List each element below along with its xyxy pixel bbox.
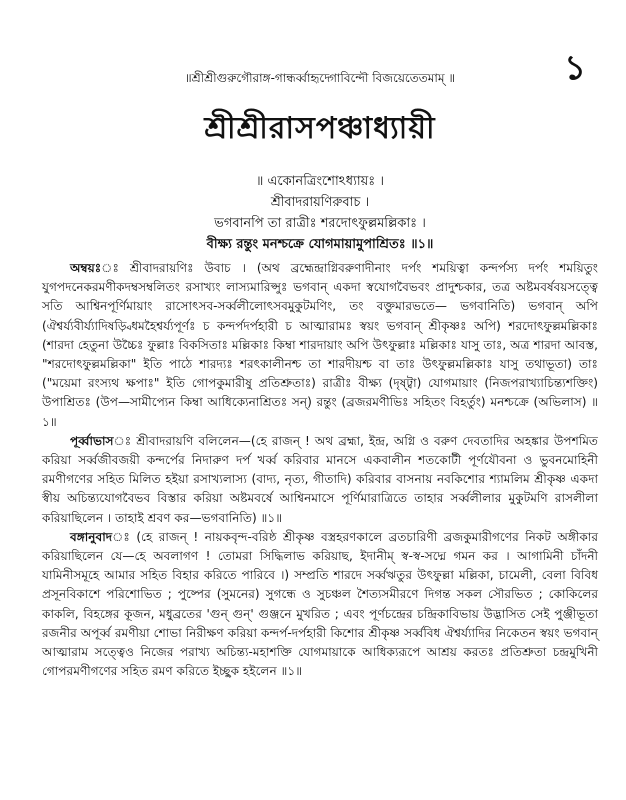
verse-chapter-line: ॥ একোনত্রিংশোঽধ্যায়ঃ । [255,174,385,189]
purvabhas-text: ঃ শ্রীবাদরায়ণি বলিলেন—(হে রাজন্ ! অথ ব্রহ্মা, ইন্দ্র, অগ্নি ও বরুণ দেবতাদির অহঙ্কার উপশমিত করিয়া সর্ব্বজীবজয়ী কন্দর্পের নিদারুণ দর্প খর্ব্ব করিবার মানসে একবালীন শতকোটী পূর্ণযৌবনা ও ভুবনমোহিনী রমণীগণের সহিত মিলিত হইয়া রসাখ্যলাস্য (বাদ্য, নৃত্য, গীতাদি) করিবার বাসনায় নবকিশোর শ্যামলিম শ্রীকৃষ্ণ একদা স্বীয় অচিন্ত্যযোগবৈভব বিস্তার করিয়া অষ্টমবর্ষে আশ্বিনমাসে পূর্ণিমারাত্রিতে তাহার সর্ব্বলীলার মুকুটমণি রাসলীলা করিয়াছিলেন । তাহাই শ্রবণ কর—ভগবানিতি) ॥১॥ [42,433,598,525]
verse-line-1: ভগবানপি তা রাত্রীঃ শরদোৎফুল্লমল্লিকাঃ । [214,216,426,231]
sanskrit-verse [42,171,598,255]
anvaya-text: ঃ শ্রীবাদরায়ণিঃ উবাচ । (অথ ব্রহ্মেন্দ্রাগ্নিবরুণাদীনাং দর্পং শময়িত্বা কন্দর্পস্য দর্পং শময়িতুং যুগপদনেকরমণীকদম্বসম্বলিতং রসাখ্যং লাস্যমারিপ্সুঃ ভগবান্ একদা স্বযোগবৈভবং প্রাদুশ্চকার, তত্র অষ্টমবর্ষবয়সত্ত্বে সতি আশ্বিনপূর্ণিমায়াং রাসোৎসব-সর্ব্বলীলোৎসবমুকুটমণিং, তং বক্তুমারভতে— ভগবানিতি) ভগবান্ অপি (ঐশ্বর্য্যবীর্য্যাদিষড়্বিধমহৈশ্বর্য্যপূর্ণঃ চ কন্দর্পদর্পহারী চ আত্মারামঃ স্বয়ং ভগবান্ শ্রীকৃষ্ণঃ অপি) শরদোৎফুল্লমল্লিকাঃ (শারদা হেতুনা উচ্চৈঃ ফুল্লাঃ বিকসিতাঃ মল্লিকাঃ কিম্বা শারদায়াং অপি উৎফুল্লাঃ মল্লিকাঃ যাসু তাঃ, অত্র শারদা আবস্ত, "শরদোৎফুল্লমল্লিকা" ইতি পাঠে শারদ্যঃ শরৎকালীনশ্চ তা শারদীয়শ্চ বা তাঃ উৎফুল্লমল্লিকাঃ যাসু তথাভূতা) তাঃ ("ময়েমা রংস্যথ ক্ষপাঃ" ইতি গোপকুমারীষু প্রতিশ্রুতাঃ) রাত্রীঃ বীক্ষ্য (দৃষ্ট্বা) যোগমায়াং (নিজপরাখ্যাচিন্ত্যশক্তিং) উপাশ্রিতঃ (উপ—সামীপ্যেন কিম্বা আধিক্যেনাশ্রিতঃ সন্) রন্তুং (ব্রজরমণীভিঃ সহিতং বিহর্তুং) মনশ্চক্রে (অভিলাস) ॥১॥ [42,261,598,429]
banganubad-text: ঃ (হে রাজন্ ! নায়কবৃন্দ-বরিষ্ঠ শ্রীকৃষ্ণ বস্ত্রহরণকালে ব্রতচারিণী ব্রজকুমারীগণের নিকট অঙ্গীকার করিয়াছিলেন যে—হে অবলাগণ ! তোমরা সিদ্ধিলাভ করিয়াছ, ইদানীম্ স্ব-স্ব-সদ্মে গমন কর । আগামিনী চাঁদনী যামিনীসমূহে আমার সহিত বিহার করিতে পারিবে ।) সম্প্রতি শারদে সর্ব্বঋতুর উৎফুল্লা মল্লিকা, চামেলী, বেলা বিবিধ প্রসূনবিকাশে পরিশোভিত ; পুষ্পের (সুমনের) সুগন্ধে ও সুচঞ্চল শৈত্যসমীরণে দিগন্ত সকল সৌরভিত ; কোকিলের কাকলি, বিহঙ্গের কূজন, মধুব্রতের 'গুন্ গুন্' গুঞ্জনে মুখরিত ; এবং পূর্ণচন্দ্রের চন্দ্রিকাবিভায় উদ্ভাসিত সেই পুঞ্জীভূতা রজনীর অপূর্ব্ব রমণীয়া শোভা নিরীক্ষণ করিয়া কন্দর্প-দর্পহারী কিশোর শ্রীকৃষ্ণ সর্ব্ববিধ ঐশ্বর্য্যাদির নিকেতন স্বয়ং ভগবান্ আত্মারাম সত্ত্বেও নিজের পরাখ্য অচিন্ত্য-মহাশক্তি যোগমায়াকে আধিক্যরূপে আশ্রয় করতঃ প্রতিশ্রুতা চন্দ্রমুখিনী গোপরমণীগণের সহিত রমণ করিতে ইচ্ছুক হইলেন ॥১॥ [42,529,598,679]
anvaya-paragraph [42,259,598,432]
invocation-line: ॥শ্রীশ্রীগুরুগৌরাঙ্গ-গান্ধর্ব্বাহৃদ্গোবিন্দৌ বিজয়েতেতমাম্ ॥ [184,71,456,85]
purvabhas-label: পূর্ব্বাভাস [70,433,114,448]
verse-line-2: বীক্ষ্য রন্তুং মনশ্চক্রে যোগমায়ামুপাশ্রিতঃ ॥১॥ [206,237,434,252]
banganubad-label: বঙ্গানুবাদ [70,529,113,544]
purvabhas-paragraph [42,432,598,528]
chapter-title: শ্রীশ্রীরাসপঞ্চাধ্যায়ী [204,111,436,146]
page-number: ১ [563,48,586,88]
anvaya-label: অম্বয়ঃ [70,261,102,275]
banganubad-paragraph [42,528,598,682]
verse-speaker-line: শ্রীবাদরায়ণিরুবাচ । [270,195,370,210]
commentary-body [42,259,598,681]
